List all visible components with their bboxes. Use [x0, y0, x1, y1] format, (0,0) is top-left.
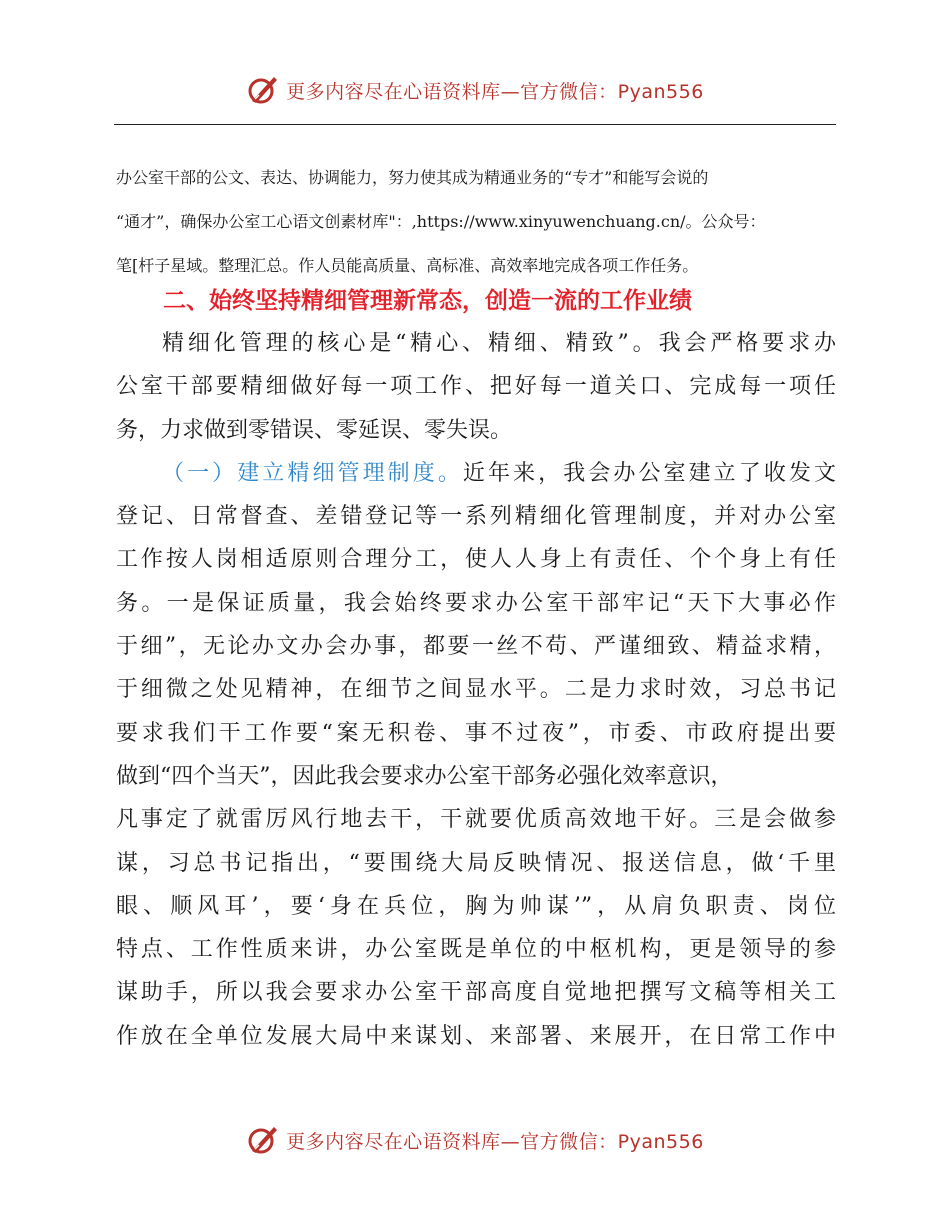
subheading: （一）建立精细管理制度。 [162, 460, 463, 486]
paragraph-line: 于细”，无论办文办会办事，都要一丝不苟、严谨细致、精益求精， [116, 634, 836, 660]
intro-paragraph [116, 156, 836, 288]
header-divider [114, 124, 836, 125]
paragraph-line: 谋助手，所以我会要求办公室干部高度自觉地把撰写文稿等相关工 [116, 980, 836, 1006]
paragraph-line: 要求我们干工作要“案无积卷、事不过夜”，市委、市政府提出要 [116, 720, 836, 746]
paragraph-line: 特点、工作性质来讲，办公室既是单位的中枢机构，更是领导的参 [116, 937, 836, 963]
intro-line: 办公室干部的公文、表达、协调能力，努力使其成为精通业务的“专才”和能写会说的 [116, 168, 709, 187]
quill-logo-icon [246, 1123, 280, 1157]
header-banner-text: 更多内容尽在心语资料库—官方微信：Pyan556 [286, 80, 704, 103]
paragraph-line: 做到“四个当天”，因此我会要求办公室干部务必强化效率意识， [116, 763, 733, 789]
paragraph-line: 凡事定了就雷厉风行地去干，干就要优质高效地干好。三是会做参 [116, 807, 836, 833]
paragraph-line: 工作按人岗相适原则合理分工，使人人身上有责任、个个身上有任 [116, 547, 836, 573]
footer-banner-text: 更多内容尽在心语资料库—官方微信：Pyan556 [286, 1130, 704, 1153]
body-text [116, 322, 836, 1058]
paragraph-line: 眼、顺风耳’，要‘身在兵位，胸为帅谋’”，从肩负职责、岗位 [116, 893, 836, 919]
footer-banner [0, 1118, 950, 1162]
paragraph-line: 务。一是保证质量，我会始终要求办公室干部牢记“天下大事必作 [116, 590, 836, 616]
header-banner [0, 68, 950, 112]
intro-line: 笔[杆子星域。整理汇总。作人员能高质量、高标准、高效率地完成各项工作任务。 [116, 256, 699, 275]
paragraph-line: 登记、日常督查、差错登记等一系列精细化管理制度，并对办公室 [116, 504, 836, 530]
paragraph-line-rest: 近年来，我会办公室建立了收发文 [462, 460, 836, 486]
paragraph-line: 务，力求做到零错误、零延误、零失误。 [116, 417, 513, 443]
paragraph-line: 公室干部要精细做好每一项工作、把好每一道关口、完成每一项任 [116, 374, 836, 400]
intro-line: “通才”，确保办公室工心语文创素材库"：,https://www.xinyuwenchuang.cn/。公众号： [116, 212, 766, 231]
paragraph-line: 精细化管理的核心是“精心、精细、精致”。我会严格要求办 [162, 331, 836, 356]
paragraph-line [116, 452, 836, 495]
paragraph-line: 谋，习总书记指出，“要围绕大局反映情况、报送信息，做‘千里 [116, 850, 836, 876]
section-heading: 二、始终坚持精细管理新常态，创造一流的工作业绩 [163, 288, 692, 314]
quill-logo-icon [246, 73, 280, 107]
paragraph-line: 作放在全单位发展大局中来谋划、来部署、来展开，在日常工作中 [116, 1023, 836, 1049]
paragraph-line: 于细微之处见精神，在细节之间显水平。二是力求时效，习总书记 [116, 677, 836, 703]
